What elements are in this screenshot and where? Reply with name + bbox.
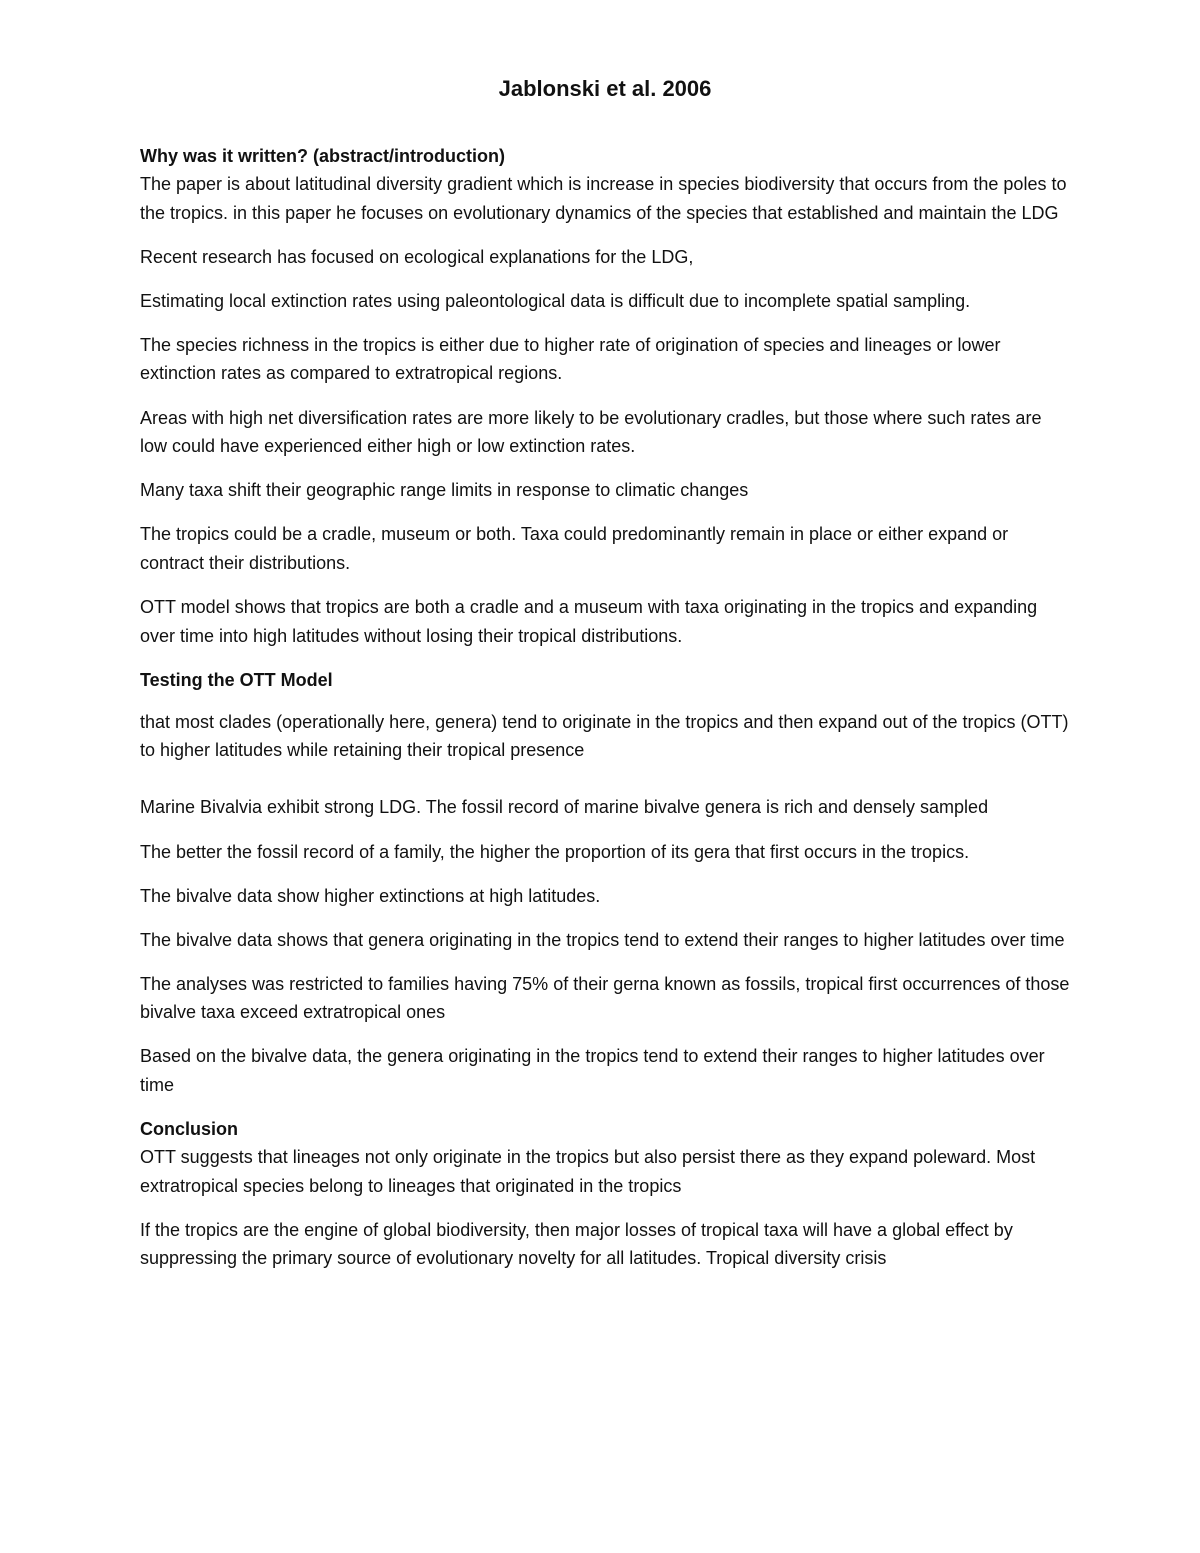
document-page	[140, 74, 1070, 1289]
paragraph-conclusion-intro: OTT suggests that lineages not only originate in the tropics but also persist there as they expand poleward. Most extratropical species belong to lineages that originated in the tropics	[140, 1147, 1036, 1196]
paragraph-why-6: The tropics could be a cradle, museum or both. Taxa could predominantly remain in place or either expand or contract their distributions.	[140, 524, 1009, 573]
document-title: Jablonski et al. 2006	[498, 76, 712, 101]
section-why	[140, 142, 1070, 650]
paragraph-why-1: Recent research has focused on ecological explanations for the LDG,	[140, 246, 694, 267]
paragraph-testing-4: The bivalve data show higher extinctions at high latitudes.	[140, 885, 601, 906]
paragraph-conclusion-1: If the tropics are the engine of global biodiversity, then major losses of tropical taxa will have a global effect by suppressing the primary source of evolutionary novelty for all latitudes. Tropical diversity crisis	[140, 1219, 1013, 1269]
paragraph-why-intro: The paper is about latitudinal diversity gradient which is increase in species biodiversity that occurs from the poles to the tropics. in this paper he focuses on evolutionary dynamics of the species that established and maintain the LDG	[140, 174, 1067, 223]
paragraph-testing-7: Based on the bivalve data, the genera originating in the tropics tend to extend their ranges to higher latitudes over time	[140, 1046, 1045, 1096]
paragraph-testing-3: The better the fossil record of a family, the higher the proportion of its gera that first occurs in the tropics.	[140, 841, 970, 862]
blank-line	[140, 780, 1070, 793]
paragraph-why-7: OTT model shows that tropics are both a cradle and a museum with taxa originating in the tropics and expanding over time into high latitudes without losing their tropical distributions.	[140, 597, 1038, 646]
paragraph-why-5: Many taxa shift their geographic range limits in response to climatic changes	[140, 480, 749, 501]
section-heading-conclusion: Conclusion	[140, 1119, 238, 1140]
paragraph-testing-5: The bivalve data shows that genera originating in the tropics tend to extend their ranges to higher latitudes over time	[140, 929, 1065, 950]
paragraph-testing-1: that most clades (operationally here, genera) tend to originate in the tropics and then expand out of the tropics (OTT) to higher latitudes while retaining their tropical presence	[140, 711, 1069, 761]
section-testing	[140, 666, 1070, 1100]
section-heading-testing: Testing the OTT Model	[140, 669, 333, 690]
paragraph-why-3: The species richness in the tropics is either due to higher rate of origination of species and lineages or lower extinction rates as compared to extratropical regions.	[140, 334, 1001, 384]
paragraph-why-4: Areas with high net diversification rates are more likely to be evolutionary cradles, but those where such rates are low could have experienced either high or low extinction rates.	[140, 407, 1042, 457]
section-heading-why: Why was it written? (abstract/introduction)	[140, 146, 506, 166]
paragraph-testing-2: Marine Bivalvia exhibit strong LDG. The fossil record of marine bivalve genera is rich and densely sampled	[140, 797, 989, 818]
section-conclusion	[140, 1115, 1070, 1273]
paragraph-testing-6: The analyses was restricted to families having 75% of their gerna known as fossils, tropical first occurrences of those bivalve taxa exceed extratropical ones	[140, 973, 1070, 1023]
paragraph-why-2: Estimating local extinction rates using paleontological data is difficult due to incomplete spatial sampling.	[140, 290, 971, 311]
